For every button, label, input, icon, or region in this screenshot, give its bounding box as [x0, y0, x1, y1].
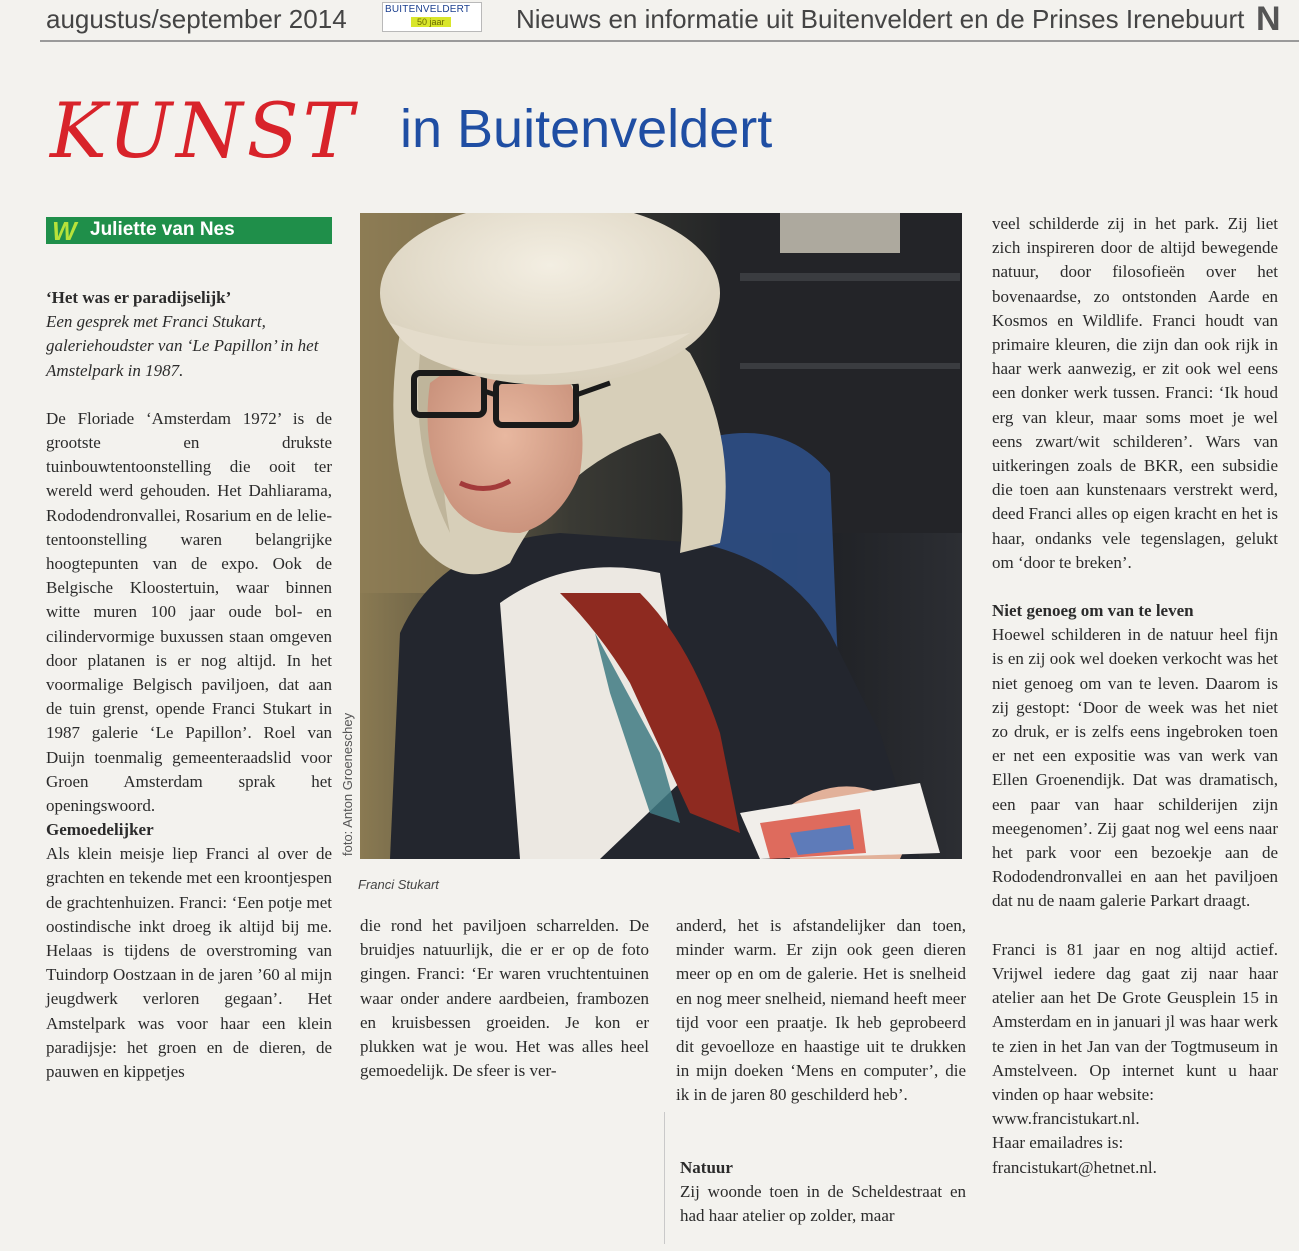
paragraph: De Floriade ‘Amsterdam 1972’ is de grootste en drukste tuinbouwtentoonstelling die ooit ter wereld werd gehouden. Het Dahliarama, Rododendronvallei, Rosarium en de lelie-tentoonstelling waren belangrijke hoogtepunten van de expo. Ook de Belgische Kloostertuin, waar binnen witte muren 100 jaar oude bol- en cilindervormige buxussen staan omgeven door platanen is er nog altijd. In het voormalige Belgisch paviljoen, dat aan de tuin grenst, opende Franci Stukart in 1987 galerie ‘Le Papillon’. Roel van Duijn toenmalig gemeenteraadslid voor Groen Amsterdam sprak het openingswoord. [46, 408, 332, 816]
section-heading-natuur: Natuur [680, 1158, 733, 1177]
email-link[interactable]: francistukart@hetnet.nl. [992, 1157, 1157, 1177]
photo-credit: foto: Anton Groeneschey [340, 712, 355, 856]
email-label: Haar emailadres is: [992, 1133, 1124, 1153]
paragraph: Als klein meisje liep Franci al over de grachten en tekende met een kroontjespen de grachtenhuizen. Franci: ‘Een potje met oostindische inkt droeg ik altijd bij me. Helaas is tijdens de overstroming van Tuindorp Oostzaan in de jaren ’60 al mijn jeugdwerk verloren gegaan’. Het Amstelpark was voor haar een klein paradijsje: het groen en de dieren, de pauwen en kippetjes [46, 844, 332, 1082]
section-heading-niet-genoeg: Niet genoeg om van te leven [992, 601, 1194, 621]
newspaper-logo [382, 2, 482, 32]
header-rule [40, 40, 1299, 42]
title-subject: in Buitenveldert [400, 99, 773, 159]
author-byline [46, 217, 332, 244]
title-kunst: KUNST [50, 86, 358, 175]
paragraph: veel schilderde zij in het park. Zij liet zich inspireren door de altijd bewegende natuur, door filosofieën over het bovenaardse, zo ontstonden Aarde en Kosmos en Wildlife. Franci houdt van primaire kleuren, die zijn dan ook rijk in haar werk aanwezig, er zit ook wel eens een donker werk tussen. Franci: ‘Ik houd erg van kleur, maar soms moet je wel eens zwart/wit schilderen’. Wars van uitkeringen zoals de BKR, een subsidie die toen aan kunstenaars verstrekt werd, deed Franci alles op eigen kracht en het is haar, ondanks vele tegenslagen, gelukt om ‘door te breken’. [992, 214, 1278, 572]
column-3-continued [680, 1156, 966, 1229]
column-1 [46, 286, 332, 818]
column-rule [664, 1112, 665, 1244]
author-name: Juliette van Nes [90, 219, 235, 240]
portrait-photo [360, 213, 962, 859]
byline-mark: W [52, 216, 77, 246]
website-link[interactable]: www.francistukart.nl. [992, 1109, 1140, 1129]
column-3 [676, 914, 966, 1108]
paragraph: die rond het paviljoen scharrelden. De bruidjes natuurlijk, die er er op de foto gingen. Franci: ‘Er waren vruchtentuinen waar onder andere aardbeien, frambozen en kruisbessen groeiden. Je kon er plukken wat je wou. Het was alles heel gemoedelijk. De sfeer is ver- [360, 916, 649, 1081]
section-heading-gemoedelijker: Gemoedelijker [46, 820, 154, 839]
column-4 [992, 212, 1278, 1180]
paragraph: Hoewel schilderen in de natuur heel fijn is en zij ook wel doeken verkocht was het niet genoeg om van te leven. Daarom is zij gestopt: ‘Door de week was het niet zo druk, er is zelfs eens ingebroken toen er net een expositie was van werk van Ellen Groenendijk. Dat was dramatisch, een paar van haar schilderijen zijn meegenomen’. Zij gaat nog wel eens naar het park voor een bezoekje aan de Rododendronvallei en aan het paviljoen dat nu de naam galerie Parkart draagt. [992, 625, 1278, 911]
issue-date: augustus/september 2014 [46, 4, 347, 34]
intro-headline: ‘Het was er paradijselijk’ [46, 288, 232, 307]
paragraph: anderd, het is afstandelijker dan toen, minder warm. Er zijn ook geen dieren meer op en om de galerie. Het is snelheid en nog meer snelheid, niemand heeft meer tijd voor een praatje. Ik heb geprobeerd dit gevoelloze en haastige uit te drukken in mijn doeken ‘Mens en computer’, die ik in de jaren 80 geschilderd heb’. [676, 916, 966, 1105]
logo-text: BUITENVELDERT [385, 4, 471, 15]
paragraph: Franci is 81 jaar en nog altijd actief. Vrijwel iedere dag gaat zij naar haar atelier aan het De Grote Geusplein 15 in Amsterdam en in januari jl was haar werk te zien in het Jan van der Togtmuseum in Amstelveen. Op internet kunt u haar vinden op haar website: [992, 939, 1278, 1104]
column-2 [360, 914, 649, 1083]
logo-anniversary: 50 jaar [411, 17, 451, 27]
intro-lead: Een gesprek met Franci Stukart, galeriehoudster van ‘Le Papillon’ in het Amstelpark in 1987. [46, 312, 319, 380]
edge-letter: N [1256, 0, 1281, 38]
newspaper-tagline: Nieuws en informatie uit Buitenveldert en de Prinses Irenebuurt [516, 4, 1245, 34]
paragraph: Zij woonde toen in de Scheldestraat en had haar atelier op zolder, maar [680, 1182, 966, 1226]
column-1-continued [46, 818, 332, 1084]
photo-caption: Franci Stukart [358, 877, 439, 892]
